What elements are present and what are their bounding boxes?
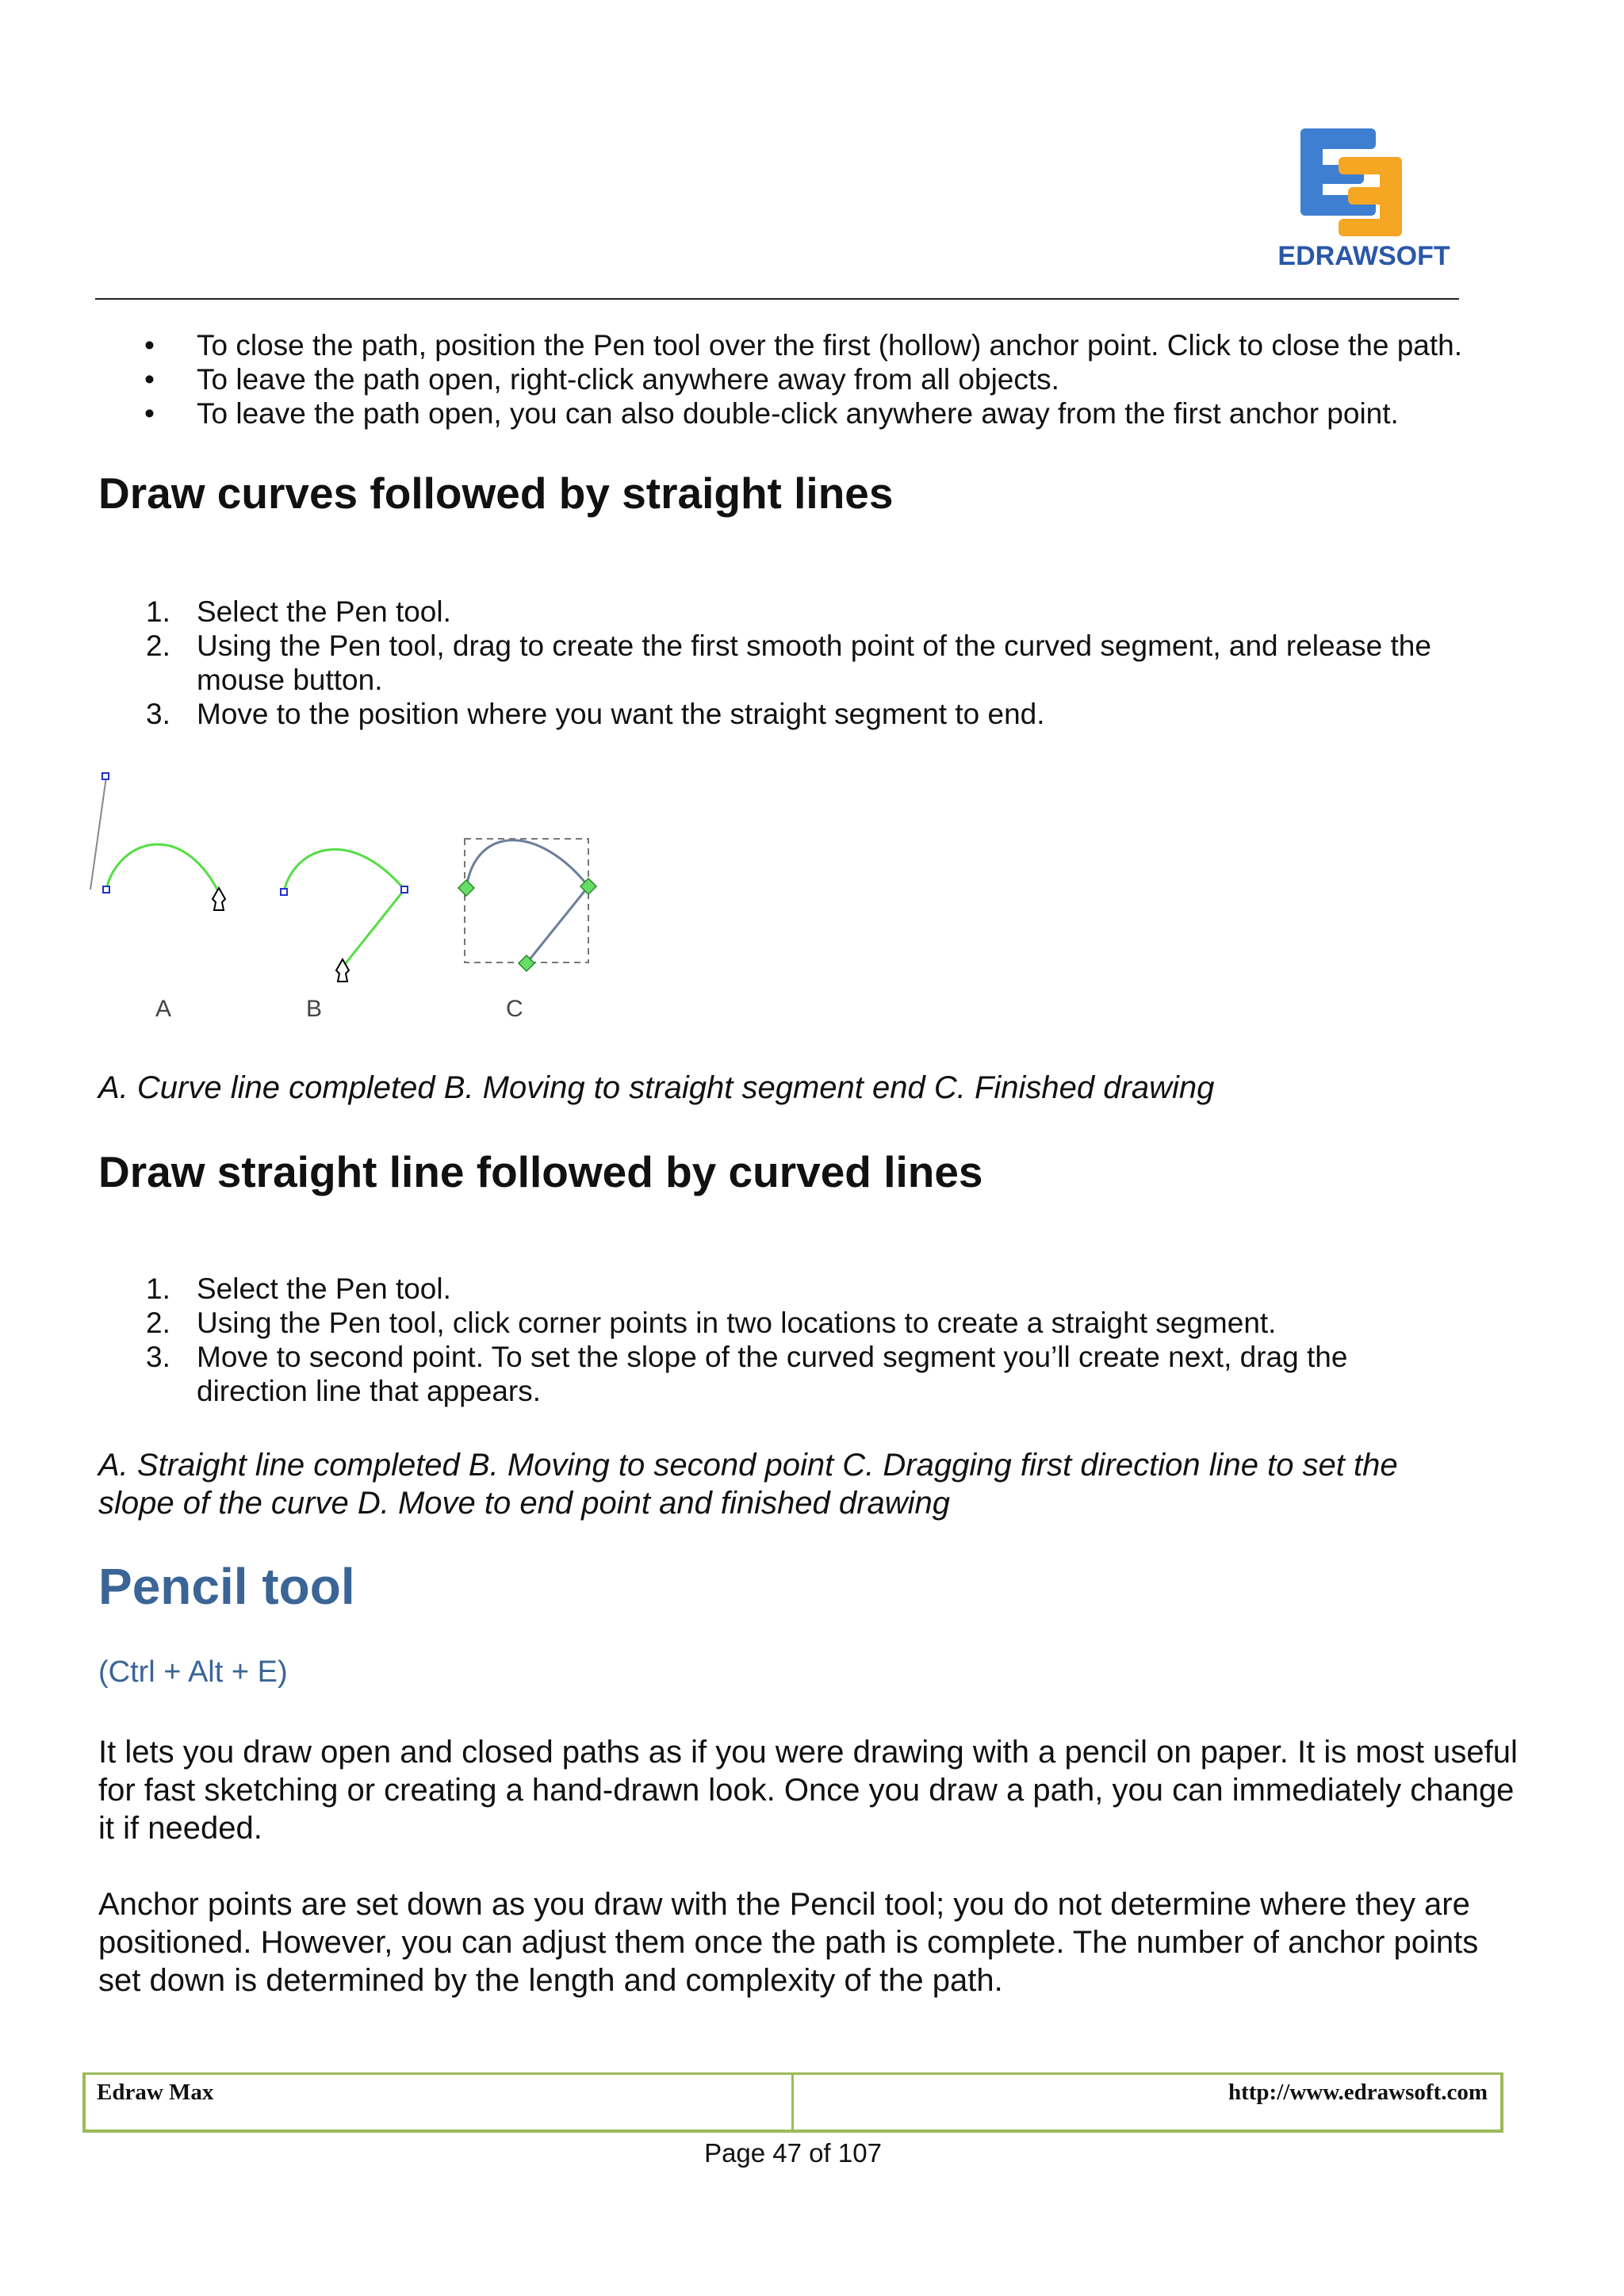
figure-illustration <box>87 761 626 1023</box>
steps-list <box>95 595 1522 731</box>
footer-app-name: Edraw Max <box>97 2080 214 2105</box>
page-number: Page 47 of 107 <box>704 2138 882 2168</box>
section-heading: Draw straight line followed by curved lines <box>98 1147 983 1196</box>
figure-label: A <box>155 996 172 1022</box>
bullet-list <box>95 328 1522 430</box>
header-rule <box>95 298 1459 300</box>
shortcut-text: (Ctrl + Alt + E) <box>98 1655 288 1689</box>
logo-text: EDRAWSOFT <box>1277 241 1450 271</box>
list-item: • To leave the path open, you can also double-click anywhere away from the first anchor point. <box>95 396 1522 430</box>
edrawsoft-logo <box>1269 117 1459 276</box>
logo-icon <box>1269 117 1459 236</box>
list-item: 2. Using the Pen tool, drag to create the first smooth point of the curved segment, and release the mouse button. <box>146 629 1431 696</box>
figure-caption: A. Curve line completed B. Moving to straight segment end C. Finished drawing <box>98 1070 1215 1105</box>
figure-label: B <box>306 996 323 1022</box>
paragraph: It lets you draw open and closed paths as if you were drawing with a pencil on paper. It is most useful for fast sketching or creating a hand-drawn look. Once you draw a path, you can immediately change it if needed. <box>98 1735 1518 1846</box>
footer-table <box>82 2072 1503 2133</box>
list-item: • To leave the path open, right-click anywhere away from all objects. <box>95 362 1522 396</box>
pen-tool-figure <box>87 761 626 1023</box>
steps-list <box>95 1272 1522 1408</box>
list-item: 1. Select the Pen tool. <box>146 595 451 628</box>
list-item: • To close the path, position the Pen tool over the first (hollow) anchor point. Click to close the path. <box>95 328 1522 362</box>
list-item: 3. Move to second point. To set the slope of the curved segment you’ll create next, drag the direction line that appears. <box>146 1341 1348 1407</box>
list-item: 1. Select the Pen tool. <box>146 1272 451 1305</box>
page-title: Pencil tool <box>98 1558 355 1615</box>
list-item: 3. Move to the position where you want the straight segment to end. <box>146 698 1045 730</box>
paragraph: Anchor points are set down as you draw with the Pencil tool; you do not determine where they are positioned. However, you can adjust them once the path is complete. The number of anchor points set down is determined by the length and complexity of the path. <box>98 1887 1479 1998</box>
figure-caption: A. Straight line completed B. Moving to second point C. Dragging first direction line to set the slope of the curve D. Move to end point and finished drawing <box>98 1448 1398 1521</box>
list-item: 2. Using the Pen tool, click corner points in two locations to create a straight segment. <box>146 1307 1277 1339</box>
footer-divider <box>791 2075 794 2130</box>
footer-url: http://www.edrawsoft.com <box>1228 2080 1488 2105</box>
figure-label: C <box>506 996 523 1022</box>
pen-cursor-icon <box>213 888 225 910</box>
section-heading: Draw curves followed by straight lines <box>98 469 894 518</box>
